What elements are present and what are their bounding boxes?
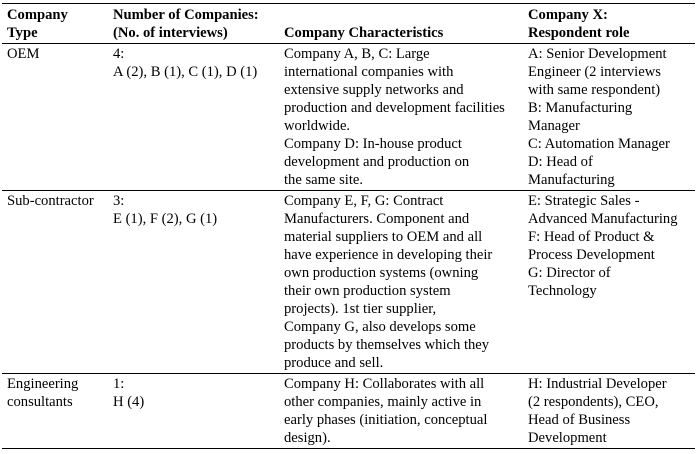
cell-text: Company E, F, G: Contract: [284, 193, 444, 209]
cell-text: A (2), B (1), C (1), D (1): [113, 64, 258, 80]
cell-company-type: [2, 44, 108, 191]
cell-text: Engineer (2 interviews: [528, 64, 661, 80]
cell-text: F: Head of Product &: [528, 229, 655, 245]
cell-text: B: Manufacturing: [528, 100, 633, 116]
cell-text: Manufacturing: [528, 172, 615, 188]
cell-text: Manufacturers. Component and: [284, 211, 470, 227]
cell-text: Technology: [528, 283, 597, 299]
cell-company-characteristics: [279, 374, 523, 449]
cell-respondent-role: [523, 191, 695, 374]
cell-text: Process Development: [528, 247, 655, 263]
cell-text: worldwide.: [284, 118, 351, 134]
cell-text: the same site.: [284, 172, 364, 188]
header-company-characteristics: [279, 4, 523, 44]
cell-text: their own production system: [284, 283, 451, 299]
table-header: [2, 4, 695, 44]
cell-text: Company D: In-house product: [284, 136, 462, 152]
cell-company-characteristics: [279, 44, 523, 191]
cell-text: produce and sell.: [284, 355, 384, 371]
header-text: (No. of interviews): [113, 25, 228, 41]
header-text: Type: [7, 25, 38, 41]
interview-table-container: [2, 3, 695, 449]
cell-text: Company A, B, C: Large: [284, 46, 430, 62]
cell-text: design).: [284, 430, 331, 446]
header-text: Company X:: [528, 7, 608, 23]
cell-text: A: Senior Development: [528, 46, 667, 62]
company-interview-table: [2, 3, 695, 449]
cell-text: OEM: [7, 46, 40, 62]
cell-text: production and development facilities: [284, 100, 505, 116]
header-row: [2, 4, 695, 44]
table-row-oem: [2, 44, 695, 191]
cell-number-of-companies: [108, 191, 279, 374]
cell-respondent-role: [523, 44, 695, 191]
cell-text: consultants: [7, 394, 73, 410]
header-text: Company: [7, 7, 68, 23]
cell-text: products by themselves which they: [284, 337, 490, 353]
cell-text: have experience in developing their: [284, 247, 493, 263]
cell-text: Sub-contractor: [7, 193, 94, 209]
cell-text: H: Industrial Developer: [528, 376, 667, 392]
cell-text: 4:: [113, 46, 125, 62]
header-respondent-role: [523, 4, 695, 44]
cell-text: 3:: [113, 193, 125, 209]
cell-text: development and production on: [284, 154, 470, 170]
cell-text: G: Director of: [528, 265, 611, 281]
cell-company-characteristics: [279, 191, 523, 374]
cell-text: other companies, mainly active in: [284, 394, 482, 410]
header-company-type: [2, 4, 108, 44]
cell-text: E (1), F (2), G (1): [113, 211, 218, 227]
cell-text: Development: [528, 430, 607, 446]
cell-text: 1:: [113, 376, 125, 392]
cell-text: Advanced Manufacturing: [528, 211, 678, 227]
table-row-engineering-consultants: [2, 374, 695, 449]
table-row-sub-contractor: [2, 191, 695, 374]
header-text: Respondent role: [528, 25, 630, 41]
table-body: [2, 44, 695, 449]
cell-text: projects). 1st tier supplier,: [284, 301, 437, 317]
cell-text: E: Strategic Sales -: [528, 193, 640, 209]
cell-text: (2 respondents), CEO,: [528, 394, 659, 410]
cell-text: Head of Business: [528, 412, 631, 428]
cell-company-type: [2, 374, 108, 449]
cell-text: with same respondent): [528, 82, 661, 98]
cell-text: Engineering: [7, 376, 79, 392]
cell-text: Manager: [528, 118, 580, 134]
header-number-of-companies: [108, 4, 279, 44]
cell-number-of-companies: [108, 374, 279, 449]
cell-text: Company H: Collaborates with all: [284, 376, 485, 392]
header-text: Number of Companies:: [113, 7, 259, 23]
cell-text: material suppliers to OEM and all: [284, 229, 483, 245]
cell-respondent-role: [523, 374, 695, 449]
cell-company-type: [2, 191, 108, 374]
cell-text: international companies with: [284, 64, 454, 80]
cell-text: early phases (initiation, conceptual: [284, 412, 488, 428]
cell-text: C: Automation Manager: [528, 136, 670, 152]
cell-text: own production systems (owning: [284, 265, 479, 281]
cell-text: H (4): [113, 394, 145, 410]
cell-text: D: Head of: [528, 154, 593, 170]
cell-text: extensive supply networks and: [284, 82, 464, 98]
cell-number-of-companies: [108, 44, 279, 191]
header-text: Company Characteristics: [284, 25, 444, 41]
cell-text: Company G, also develops some: [284, 319, 476, 335]
